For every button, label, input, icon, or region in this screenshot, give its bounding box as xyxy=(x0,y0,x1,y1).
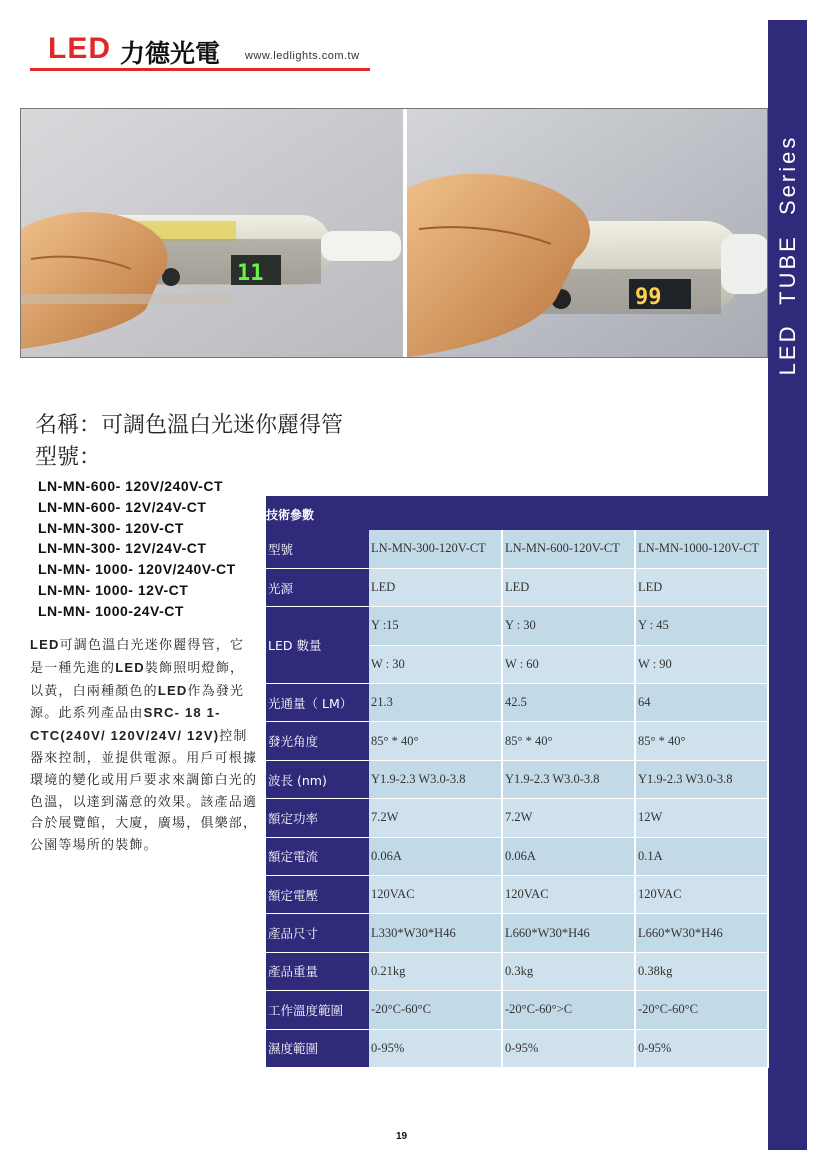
cell: -20°C-60°>C xyxy=(502,991,635,1029)
cell: 21.3 xyxy=(369,684,502,722)
cell: 0.1A xyxy=(635,837,768,875)
brand-led-text: LED xyxy=(48,32,111,65)
cell: L660*W30*H46 xyxy=(635,914,768,952)
row-label: 產品尺寸 xyxy=(266,914,369,952)
header-divider xyxy=(30,68,370,71)
cell: W : 30 xyxy=(369,645,502,683)
row-label: 工作溫度範圍 xyxy=(266,991,369,1029)
table-row xyxy=(266,568,768,606)
desc-text: 裝飾照明燈飾，以黃，白兩種顏色的 xyxy=(30,660,245,699)
model-item: LN-MN- 1000-24V-CT xyxy=(38,602,184,619)
row-label: 濕度範圍 xyxy=(266,1029,369,1067)
row-label: 產品重量 xyxy=(266,952,369,990)
cell: 0-95% xyxy=(635,1029,768,1067)
product-photo xyxy=(20,108,768,358)
table-row xyxy=(266,991,768,1029)
cell: W : 60 xyxy=(502,645,635,683)
cell: 120VAC xyxy=(635,876,768,914)
brand-company-name: 力德光電 xyxy=(120,39,221,68)
table-row xyxy=(266,722,768,760)
cell: 64 xyxy=(635,684,768,722)
desc-led: LED xyxy=(30,637,60,652)
desc-text: 作為發光源。此系列產品由 xyxy=(30,683,245,722)
model-item: LN-MN-300- 120V-CT xyxy=(38,519,184,536)
cell: -20°C-60°C xyxy=(635,991,768,1029)
row-label: 型號 xyxy=(266,530,369,568)
cell: LN-MN-300-120V-CT xyxy=(369,530,502,568)
desc-led: LED xyxy=(157,682,188,698)
display-left-digits: 11 xyxy=(237,261,264,286)
cell: 7.2W xyxy=(502,799,635,837)
model-item: LN-MN- 1000- 12V-CT xyxy=(38,581,189,598)
spec-table-block xyxy=(266,496,768,1068)
cell: Y :15 xyxy=(369,607,502,645)
model-item: LN-MN- 1000- 120V/240V-CT xyxy=(38,561,236,578)
row-label: 額定功率 xyxy=(266,799,369,837)
product-photo-illustration xyxy=(21,109,768,358)
cell: 0.21kg xyxy=(369,952,502,990)
cell: 0-95% xyxy=(502,1029,635,1067)
brand-url: www.ledlights.com.tw xyxy=(245,50,360,62)
row-label: 波長 (nm) xyxy=(266,760,369,798)
row-label: 額定電流 xyxy=(266,837,369,875)
desc-text: 控制器來控制，並提供電源。用戶可根據環境的變化或用戶要求來調節白光的色溫，以達到滿意的效果。該產品適合於展覽館，大廈，廣場，俱樂部，公園等場所的裝飾。 xyxy=(30,729,258,854)
cell: Y1.9-2.3 W3.0-3.8 xyxy=(369,760,502,798)
cell: 0.3kg xyxy=(502,952,635,990)
cell: LN-MN-1000-120V-CT xyxy=(635,530,768,568)
model-list xyxy=(38,476,236,622)
product-description xyxy=(30,634,258,857)
desc-text: 可調色溫白光迷你麗得管，它是一種先進的 xyxy=(30,638,245,676)
cell: 12W xyxy=(635,799,768,837)
cell: 42.5 xyxy=(502,684,635,722)
cell: LED xyxy=(369,568,502,606)
row-label: LED 數量 xyxy=(266,607,369,684)
row-label: 額定電壓 xyxy=(266,876,369,914)
display-right-digits: 99 xyxy=(635,285,662,310)
cell: 120VAC xyxy=(369,876,502,914)
series-sidebar-label-wrap xyxy=(768,20,807,490)
cell: 85° * 40° xyxy=(369,722,502,760)
cell: Y1.9-2.3 W3.0-3.8 xyxy=(502,760,635,798)
cell: 85° * 40° xyxy=(635,722,768,760)
cell: Y1.9-2.3 W3.0-3.8 xyxy=(635,760,768,798)
table-row xyxy=(266,914,768,952)
row-label: 發光角度 xyxy=(266,722,369,760)
model-item: LN-MN-300- 12V/24V-CT xyxy=(38,540,207,557)
cell: -20°C-60°C xyxy=(369,991,502,1029)
cell: LED xyxy=(635,568,768,606)
table-row xyxy=(266,607,768,645)
table-row xyxy=(266,952,768,990)
cell: L330*W30*H46 xyxy=(369,914,502,952)
cell: Y : 45 xyxy=(635,607,768,645)
spec-table xyxy=(266,530,769,1068)
desc-controller-voltage: CTC(240V/ 120V/24V/ 12V) xyxy=(30,728,220,744)
page-number: 19 xyxy=(396,1131,408,1142)
cell: 0.38kg xyxy=(635,952,768,990)
table-row xyxy=(266,530,768,568)
model-label: 型號： xyxy=(35,445,102,470)
table-row xyxy=(266,760,768,798)
table-row xyxy=(266,799,768,837)
cell: LED xyxy=(502,568,635,606)
cell: Y : 30 xyxy=(502,607,635,645)
row-label: 光源 xyxy=(266,568,369,606)
cell: LN-MN-600-120V-CT xyxy=(502,530,635,568)
table-row xyxy=(266,837,768,875)
table-row xyxy=(266,1029,768,1067)
cell: 120VAC xyxy=(502,876,635,914)
cell: 0-95% xyxy=(369,1029,502,1067)
desc-controller-model: SRC- 18 1- xyxy=(143,705,221,721)
cell: 7.2W xyxy=(369,799,502,837)
model-item: LN-MN-600- 12V/24V-CT xyxy=(38,498,207,515)
cell: 85° * 40° xyxy=(502,722,635,760)
cell: 0.06A xyxy=(369,837,502,875)
cell: W : 90 xyxy=(635,645,768,683)
table-row xyxy=(266,684,768,722)
model-item: LN-MN-600- 120V/240V-CT xyxy=(38,478,224,494)
table-row xyxy=(266,876,768,914)
desc-led: LED xyxy=(115,659,145,675)
cell: 0.06A xyxy=(502,837,635,875)
row-label: 光通量（ LM） xyxy=(266,684,369,722)
product-name: 名稱：可調色溫白光迷你麗得管 xyxy=(35,413,344,438)
cell: L660*W30*H46 xyxy=(502,914,635,952)
series-label: LED TUBE Series xyxy=(774,134,800,376)
spec-table-title: 技術參數 xyxy=(266,496,768,530)
